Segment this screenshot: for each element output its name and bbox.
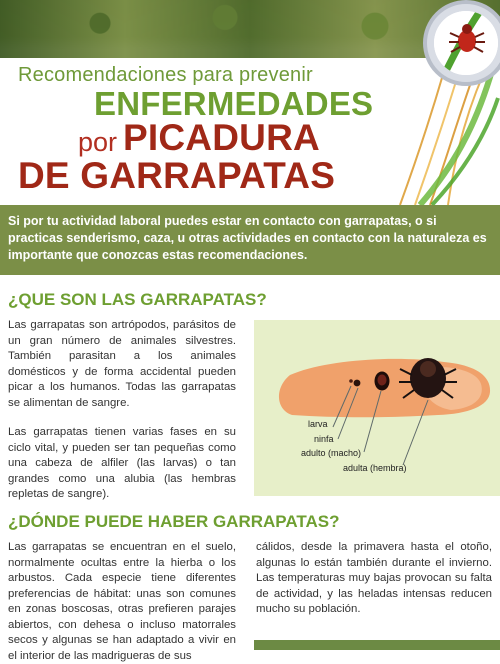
label-larva: larva [308,419,328,429]
bottom-photo-strip [254,640,500,650]
intro-banner [0,205,500,275]
section1-paragraph-1: Las garrapatas son artrópodos, parásitos de un gran número de animales silvestres. También parasitan a los animales domésticos y de forma accidental pueden picar a los humanos. Todas las garrapatas se alimentan de sangre. [8,319,236,409]
label-ninfa: ninfa [314,434,334,444]
hero-header [0,0,500,205]
title-line-4: DE GARRAPATAS [18,155,336,196]
intro-text: Si por tu actividad laboral puedes estar en contacto con garrapatas, o si practicas senderismo, caza, u otras actividades en contacto con la naturaleza es importante que conozcas estas recomendaciones. [8,214,487,262]
title-block [18,64,374,196]
section1-paragraph-2: Las garrapatas tienen varias fases en su ciclo vital, y pueden ser tan pequeñas como una cabeza de alfiler (las larvas) o tan grandes como una alubia (las hembras repletas de sangre). [8,426,236,500]
section2-right-column: cálidos, desde la primavera hasta el otoño, algunas lo están también durante el invierno. Las temperaturas muy bajas provocan su falta de actividad, y las heladas intensas reducen mucho su población. [256,541,492,615]
title-line-3-prefix: por [78,127,118,157]
tick-magnifier-icon [423,0,500,86]
label-adulta-hembra: adulta (hembra) [343,463,407,473]
title-line-3-main: PICADURA [123,117,320,158]
section2-heading: ¿DÓNDE PUEDE HABER GARRAPATAS? [8,512,340,531]
title-line-3 [78,119,368,157]
section1-heading: ¿QUE SON LAS GARRAPATAS? [8,290,267,309]
section1-body [8,318,236,517]
tick-stages-figure [254,320,500,496]
section2-left-column: Las garrapatas se encuentran en el suelo, normalmente ocultas entre la hierba o los arbustos. Cada especie tiene diferentes preferencias de hábitat: unas son comunes en zonas boscosas, otras prefieren parajes abiertos, con dehesa o incluso matorrales secos y algunas se han adaptado a vivir en el interior de las madrigueras de sus [8,541,236,662]
title-line-1: Recomendaciones para prevenir [18,64,313,86]
title-line-2: ENFERMEDADES [94,85,374,122]
label-adulto-macho: adulto (macho) [301,448,362,458]
